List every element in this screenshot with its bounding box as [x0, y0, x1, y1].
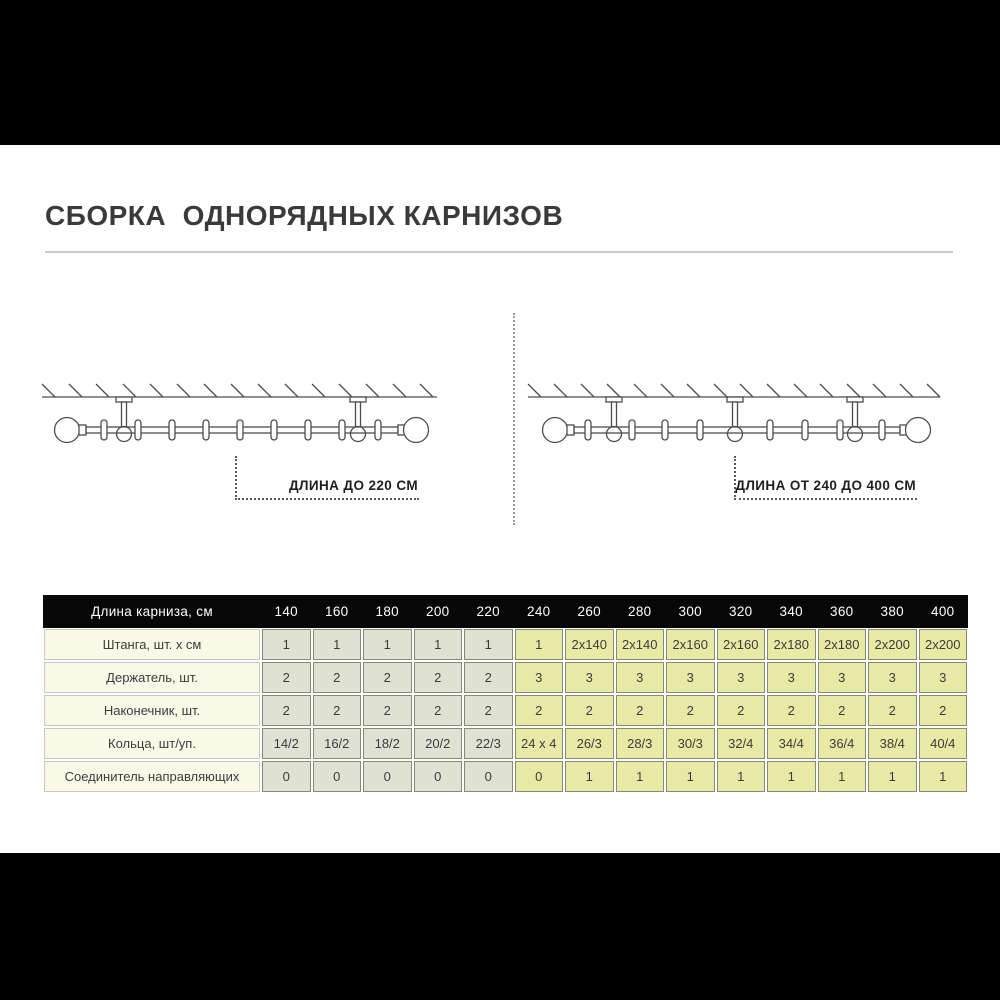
table-cell: 2 [665, 694, 716, 727]
finial-cap [79, 425, 86, 435]
table-cell: 14/2 [261, 727, 312, 760]
diagram-rod-240-to-400-icon [515, 300, 975, 540]
table-cell: 2x160 [665, 628, 716, 661]
bracket [350, 397, 366, 427]
diagram-rod-up-to-220-icon [35, 300, 500, 540]
components-table [43, 595, 968, 793]
dimension-callout-left [235, 456, 419, 500]
table-cell: 1 [766, 760, 817, 793]
table-cell: 1 [514, 628, 565, 661]
table-cell: 34/4 [766, 727, 817, 760]
table-row-label: Кольца, шт/уп. [43, 727, 261, 760]
ceiling-hatching [528, 384, 940, 397]
table-cell: 18/2 [362, 727, 413, 760]
table-cell: 3 [564, 661, 615, 694]
table-cell: 38/4 [867, 727, 918, 760]
finial-ball [404, 418, 429, 443]
table-cell: 3 [766, 661, 817, 694]
ceiling-hatching [42, 384, 437, 397]
table-cell: 0 [362, 760, 413, 793]
table-cell: 2 [463, 694, 514, 727]
table-cell: 28/3 [615, 727, 666, 760]
finial-ball [543, 418, 568, 443]
bracket [606, 397, 622, 427]
table-cell: 2x160 [716, 628, 767, 661]
table-cell: 2 [514, 694, 565, 727]
table-cell: 20/2 [413, 727, 464, 760]
table-cell: 2 [362, 661, 413, 694]
bracket [847, 397, 863, 427]
table-cell: 2 [615, 694, 666, 727]
table-cell: 1 [312, 628, 363, 661]
table-cell: 2 [867, 694, 918, 727]
diagram-dotted-separator [513, 313, 515, 525]
table-cell: 1 [817, 760, 868, 793]
table-cell: 36/4 [817, 727, 868, 760]
table-cell: 2x180 [817, 628, 868, 661]
table-header-column: 340 [766, 595, 817, 628]
table-cell: 16/2 [312, 727, 363, 760]
table-cell: 1 [463, 628, 514, 661]
table-cell: 2 [463, 661, 514, 694]
table-cell: 24 x 4 [514, 727, 565, 760]
table-cell: 3 [918, 661, 969, 694]
bracket [116, 397, 132, 427]
table-row-label: Держатель, шт. [43, 661, 261, 694]
table-cell: 1 [665, 760, 716, 793]
table-cell: 2 [362, 694, 413, 727]
table-header-column: 140 [261, 595, 312, 628]
table-cell: 0 [261, 760, 312, 793]
table-cell: 3 [514, 661, 565, 694]
dimension-label: ДЛИНА ДО 220 СМ [288, 478, 418, 493]
table-cell: 3 [665, 661, 716, 694]
table-cell: 22/3 [463, 727, 514, 760]
page-title: СБОРКА ОДНОРЯДНЫХ КАРНИЗОВ [45, 200, 564, 231]
table-cell: 1 [261, 628, 312, 661]
table-header-column: 380 [867, 595, 918, 628]
table-header-column: 240 [514, 595, 565, 628]
table-cell: 2x180 [766, 628, 817, 661]
table-header-column: 160 [312, 595, 363, 628]
table-cell: 40/4 [918, 727, 969, 760]
finial-cap [567, 425, 574, 435]
table-header-column: 280 [615, 595, 666, 628]
table-cell: 2x200 [867, 628, 918, 661]
dimension-label: ДЛИНА ОТ 240 ДО 400 СМ [735, 478, 916, 493]
table-cell: 1 [413, 628, 464, 661]
table-cell: 0 [413, 760, 464, 793]
table-cell: 3 [867, 661, 918, 694]
table-cell: 2 [312, 661, 363, 694]
table-cell: 1 [716, 760, 767, 793]
table-cell: 26/3 [564, 727, 615, 760]
bracket [727, 397, 743, 427]
table-cell: 2x140 [564, 628, 615, 661]
table-cell: 2 [918, 694, 969, 727]
table-cell: 2x140 [615, 628, 666, 661]
table-cell: 2 [413, 694, 464, 727]
finial-ball [55, 418, 80, 443]
table-cell: 3 [716, 661, 767, 694]
top-black-bar [0, 0, 1000, 145]
table-cell: 2 [413, 661, 464, 694]
table-cell: 1 [615, 760, 666, 793]
table-cell: 0 [463, 760, 514, 793]
table-cell: 2 [716, 694, 767, 727]
table-row-label: Соединитель направляющих [43, 760, 261, 793]
table-cell: 30/3 [665, 727, 716, 760]
bottom-black-bar [0, 853, 1000, 1000]
table-cell: 2 [261, 694, 312, 727]
table-cell: 2 [312, 694, 363, 727]
table-row-label: Штанга, шт. х см [43, 628, 261, 661]
table-cell: 2 [766, 694, 817, 727]
table-cell: 1 [564, 760, 615, 793]
finial-ball [906, 418, 931, 443]
table-cell: 3 [817, 661, 868, 694]
table-cell: 2x200 [918, 628, 969, 661]
table-cell: 1 [362, 628, 413, 661]
table-cell: 0 [312, 760, 363, 793]
table-header-label: Длина карниза, см [43, 595, 261, 628]
table-cell: 2 [261, 661, 312, 694]
table-cell: 3 [615, 661, 666, 694]
table-header-column: 180 [362, 595, 413, 628]
table-cell: 1 [918, 760, 969, 793]
table-row-label: Наконечник, шт. [43, 694, 261, 727]
table-header-column: 400 [918, 595, 969, 628]
table-cell: 32/4 [716, 727, 767, 760]
table-cell: 2 [564, 694, 615, 727]
table-cell: 2 [817, 694, 868, 727]
table-header-column: 360 [817, 595, 868, 628]
table-header-column: 300 [665, 595, 716, 628]
table-header-column: 320 [716, 595, 767, 628]
table-header-column: 220 [463, 595, 514, 628]
table-cell: 1 [867, 760, 918, 793]
table-header-column: 260 [564, 595, 615, 628]
dimension-callout-right [734, 456, 917, 500]
title-divider [45, 251, 953, 253]
table-cell: 0 [514, 760, 565, 793]
table-header-column: 200 [413, 595, 464, 628]
